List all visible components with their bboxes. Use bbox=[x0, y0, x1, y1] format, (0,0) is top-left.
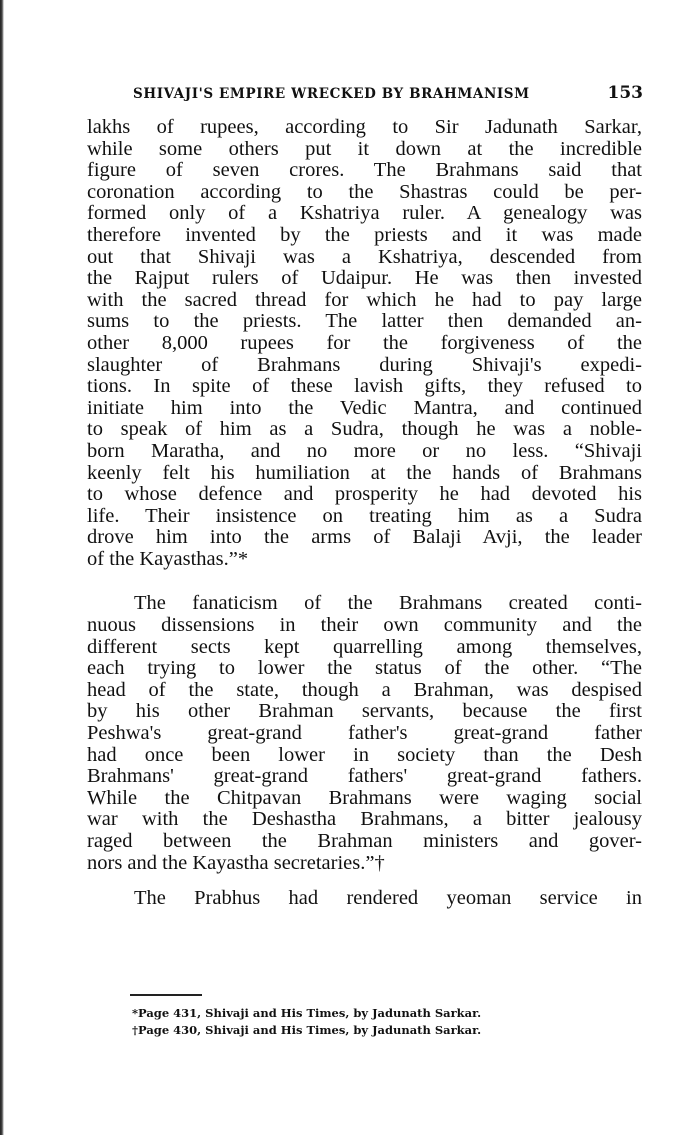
text-line: other 8,000 rupees for the forgiveness of the bbox=[87, 332, 642, 354]
text-line: tions. In spite of these lavish gifts, they refused to bbox=[87, 376, 642, 398]
body-text bbox=[87, 117, 642, 910]
footnote: †Page 430, Shivaji and His Times, by Jadunath Sarkar. bbox=[132, 1023, 482, 1037]
text-line: raged between the Brahman ministers and gover- bbox=[87, 831, 642, 852]
text-line: figure of seven crores. The Brahmans said that bbox=[87, 160, 642, 182]
text-line: born Maratha, and no more or no less. “Shivaji bbox=[87, 440, 642, 462]
text-line: the Rajput rulers of Udaipur. He was then invested bbox=[87, 268, 642, 290]
text-line: of the Kayasthas.”* bbox=[87, 548, 249, 570]
text-line: each trying to lower the status of the other. “The bbox=[87, 658, 642, 680]
text-line: sums to the priests. The latter then demanded an- bbox=[87, 311, 642, 333]
text-line: While the Chitpavan Brahmans were waging social bbox=[87, 787, 642, 809]
text-line: life. Their insistence on treating him as a Sudra bbox=[87, 505, 642, 527]
text-line: initiate him into the Vedic Mantra, and continued bbox=[87, 397, 642, 419]
paragraph bbox=[87, 117, 642, 570]
text-line: therefore invented by the priests and it was made bbox=[87, 224, 642, 246]
text-line: war with the Deshastha Brahmans, a bitter jealousy bbox=[87, 809, 642, 831]
paragraph bbox=[87, 888, 642, 910]
text-line: keenly felt his humiliation at the hands of Brahmans bbox=[87, 462, 642, 484]
text-line: The Prabhus had rendered yeoman service in bbox=[134, 888, 642, 910]
text-line: drove him into the arms of Balaji Avji, the leader bbox=[87, 527, 642, 549]
text-line: by his other Brahman servants, because the first bbox=[87, 701, 642, 723]
text-line: coronation according to the Shastras could be per- bbox=[87, 181, 642, 203]
text-line: formed only of a Kshatriya ruler. A genealogy was bbox=[87, 203, 642, 225]
text-line: nuous dissensions in their own community and the bbox=[87, 615, 642, 637]
text-line: different sects kept quarrelling among themselves, bbox=[87, 636, 642, 658]
text-line: Peshwa's great-grand father's great-grand father bbox=[87, 723, 642, 745]
text-line: slaughter of Brahmans during Shivaji's expedi- bbox=[87, 354, 642, 376]
footnote-rule bbox=[130, 994, 202, 996]
text-line: with the sacred thread for which he had to pay large bbox=[87, 289, 642, 311]
text-line: out that Shivaji was a Kshatriya, descended from bbox=[87, 246, 642, 268]
text-line: had once been lower in society than the Desh bbox=[87, 744, 642, 766]
running-title: SHIVAJI'S EMPIRE WRECKED BY BRAHMANISM bbox=[133, 86, 530, 102]
paragraph bbox=[87, 593, 642, 874]
page-number: 153 bbox=[607, 83, 643, 103]
paragraph-gap bbox=[87, 570, 642, 593]
paragraph-gap bbox=[87, 874, 642, 888]
text-line: lakhs of rupees, according to Sir Jadunath Sarkar, bbox=[87, 117, 642, 138]
footnotes bbox=[132, 1005, 572, 1039]
text-line: Brahmans' great-grand fathers' great-grand fathers. bbox=[87, 766, 642, 788]
text-line: The fanaticism of the Brahmans created conti- bbox=[134, 593, 642, 615]
text-line: nors and the Kayastha secretaries.”† bbox=[87, 852, 385, 874]
page-edge-shadow bbox=[0, 0, 4, 1135]
text-line: to whose defence and prosperity he had devoted his bbox=[87, 484, 642, 506]
text-line: while some others put it down at the incredible bbox=[87, 138, 642, 160]
text-line: to speak of him as a Sudra, though he was a noble- bbox=[87, 419, 642, 441]
footnote: *Page 431, Shivaji and His Times, by Jadunath Sarkar. bbox=[132, 1006, 482, 1020]
text-line: head of the state, though a Brahman, was despised bbox=[87, 679, 642, 701]
